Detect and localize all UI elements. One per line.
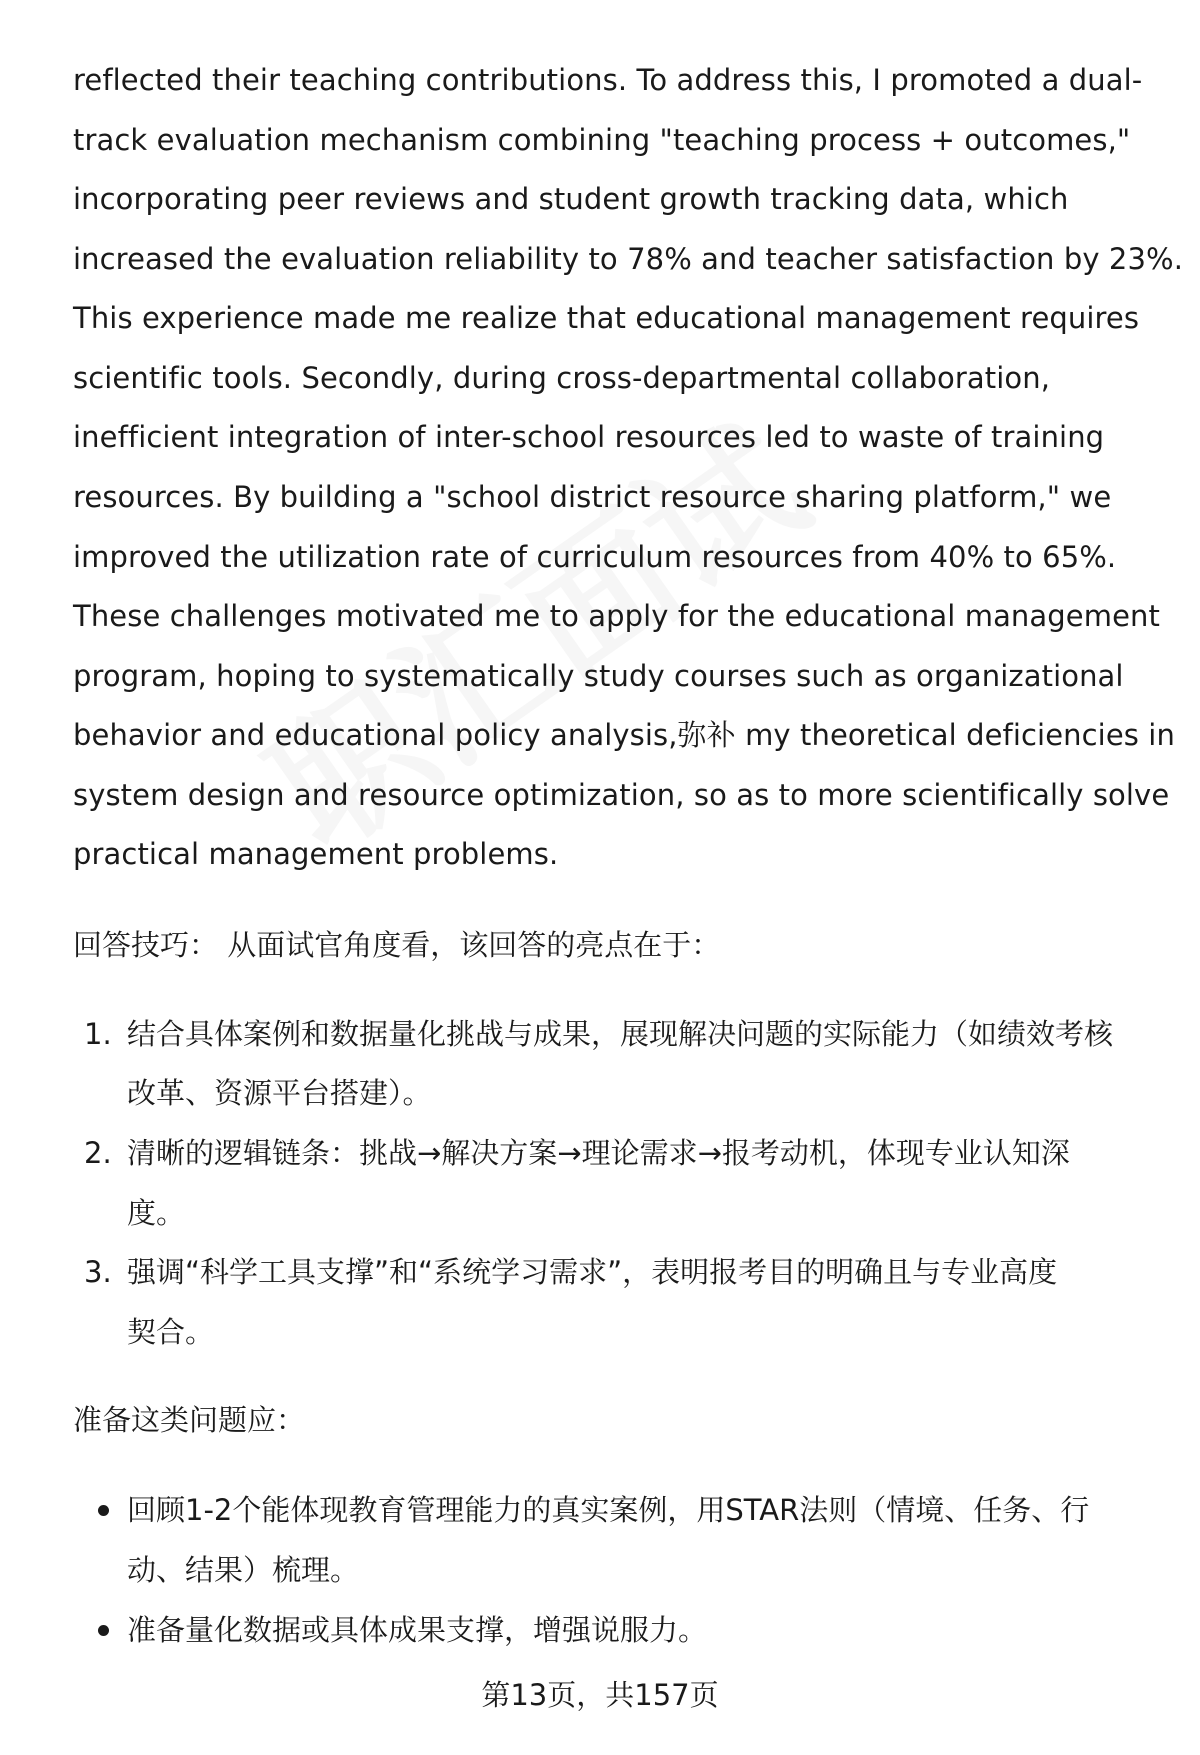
list-item-line: 动、结果）梳理。 [127, 1553, 360, 1587]
paragraph-line: program, hoping to systematically study courses such as organizational [73, 659, 1124, 693]
list-item-line: 回顾1-2个能体现教育管理能力的真实案例，用STAR法则（情境、任务、行 [127, 1493, 1090, 1527]
paragraph-line: These challenges motivated me to apply for the educational management [73, 599, 1160, 633]
list-item-line: 强调“科学工具支撑”和“系统学习需求”，表明报考目的明确且与专业高度 [127, 1255, 1058, 1289]
list-item-line: 改革、资源平台搭建）。 [127, 1076, 432, 1110]
prep-heading: 准备这类问题应： [73, 1403, 306, 1437]
paragraph-line: scientific tools. Secondly, during cross-departmental collaboration, [73, 361, 1051, 395]
page-number: 第13页，共157页 [481, 1678, 719, 1712]
paragraph-line: This experience made me realize that educational management requires [73, 301, 1140, 335]
bullet-icon [98, 1505, 109, 1516]
paragraph-line: inefficient integration of inter-school resources led to waste of training [73, 420, 1105, 454]
paragraph-line: behavior and educational policy analysis,弥补 my theoretical deficiencies in [73, 718, 1175, 752]
list-item-line: 准备量化数据或具体成果支撑，增强说服力。 [127, 1613, 708, 1647]
paragraph-line: system design and resource optimization, so as to more scientifically solve [73, 778, 1170, 812]
paragraph-line: resources. By building a "school district resource sharing platform," we [73, 480, 1112, 514]
list-number: 2. [84, 1136, 112, 1170]
list-item-line: 结合具体案例和数据量化挑战与成果，展现解决问题的实际能力（如绩效考核 [127, 1017, 1114, 1051]
list-item-line: 契合。 [127, 1315, 215, 1349]
paragraph-line: improved the utilization rate of curriculum resources from 40% to 65%. [73, 540, 1117, 574]
list-item-line: 清晰的逻辑链条：挑战→解决方案→理论需求→报考动机，体现专业认知深 [127, 1136, 1070, 1170]
paragraph-line: increased the evaluation reliability to 78% and teacher satisfaction by 23%. [73, 242, 1184, 276]
list-item-line: 度。 [127, 1196, 186, 1230]
paragraph-line: incorporating peer reviews and student growth tracking data, which [73, 182, 1069, 216]
paragraph-line: track evaluation mechanism combining "teaching process + outcomes," [73, 123, 1131, 157]
bullet-icon [98, 1625, 109, 1636]
paragraph-line: practical management problems. [73, 837, 559, 871]
tips-heading: 回答技巧： 从面试官角度看，该回答的亮点在于： [73, 928, 721, 962]
list-number: 3. [84, 1255, 112, 1289]
list-number: 1. [84, 1017, 112, 1051]
paragraph-line: reflected their teaching contributions. To address this, I promoted a dual- [73, 63, 1143, 97]
